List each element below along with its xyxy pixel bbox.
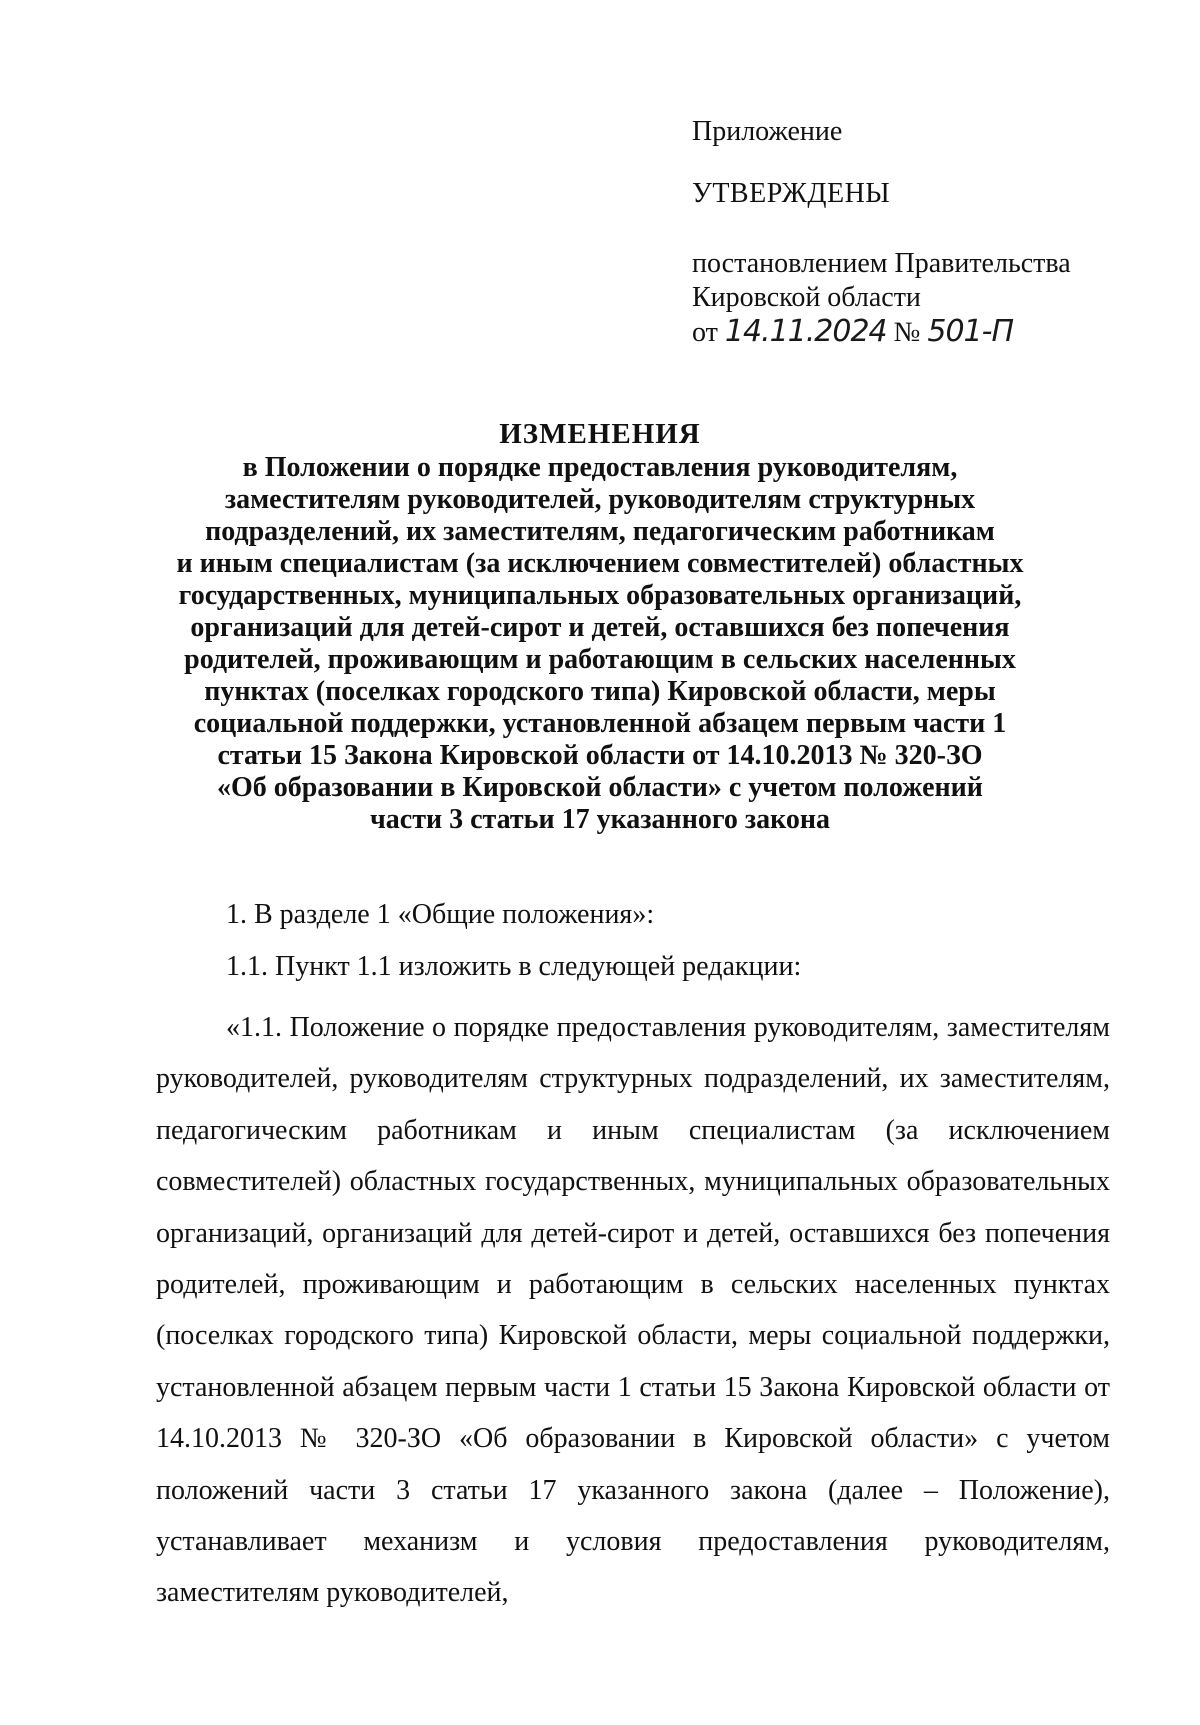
approval-line-1: постановлением Правительства xyxy=(692,248,1071,279)
title-line: социальной поддержки, установленной абзацем первым части 1 xyxy=(193,708,1007,739)
handwritten-number: 501-П xyxy=(927,314,1014,349)
title-line: государственных, муниципальных образовательных организаций, xyxy=(178,580,1022,611)
approved-label: УТВЕРЖДЕНЫ xyxy=(692,178,891,209)
item-1-1-quoted-text: «1.1. Положение о порядке предоставления руководителям, заместителям руководителей, руководителям структурных подразделений, их заместителям, педагогическим работникам и иным специалистам (за исключением совместителей) областных государственных, муниципальных образовательных организаций, организаций для детей-сирот и детей, оставшихся без попечения родителей, проживающим и работающим в сельских населенных пунктах (поселках городского типа) Кировской области, меры социальной поддержки, установленной абзацем первым части 1 статьи 15 Закона Кировской области от 14.10.2013 № 320-ЗО «Об образовании в Кировской области» с учетом положений части 3 статьи 17 указанного закона (далее – Положение), устанавливает механизм и условия предоставления руководителям, заместителям руководителей, xyxy=(156,1012,1110,1609)
approval-date-line xyxy=(692,315,1132,350)
document-title xyxy=(100,418,1100,836)
title-heading: ИЗМЕНЕНИЯ xyxy=(499,418,701,450)
title-line: в Положении о порядке предоставления руководителям, xyxy=(242,452,958,483)
title-line: родителей, проживающим и работающим в сельских населенных xyxy=(184,644,1016,675)
approval-stamp-block xyxy=(692,115,1132,350)
handwritten-date: 14.11.2024 xyxy=(724,314,887,349)
title-line: «Об образовании в Кировской области» с учетом положений xyxy=(217,772,983,803)
approval-line-2: Кировской области xyxy=(692,282,921,313)
item-1-1-heading: 1.1. Пункт 1.1 изложить в следующей редакции: xyxy=(226,951,802,982)
section-1-heading: 1. В разделе 1 «Общие положения»: xyxy=(226,899,655,930)
number-sign: № xyxy=(893,317,921,348)
title-line: пунктах (поселках городского типа) Кировской области, меры xyxy=(204,676,996,707)
date-prefix: от xyxy=(692,317,718,348)
title-line: и иным специалистам (за исключением совместителей) областных xyxy=(176,548,1024,579)
appendix-label: Приложение xyxy=(692,116,843,147)
title-line: организаций для детей-сирот и детей, оставшихся без попечения xyxy=(190,612,1010,643)
title-line: заместителям руководителей, руководителям структурных xyxy=(224,484,976,515)
title-line: части 3 статьи 17 указанного закона xyxy=(370,804,830,835)
title-line: статьи 15 Закона Кировской области от 14.10.2013 № 320-ЗО xyxy=(217,740,983,771)
title-line: подразделений, их заместителям, педагогическим работникам xyxy=(205,516,995,547)
document-body xyxy=(156,898,1110,1619)
